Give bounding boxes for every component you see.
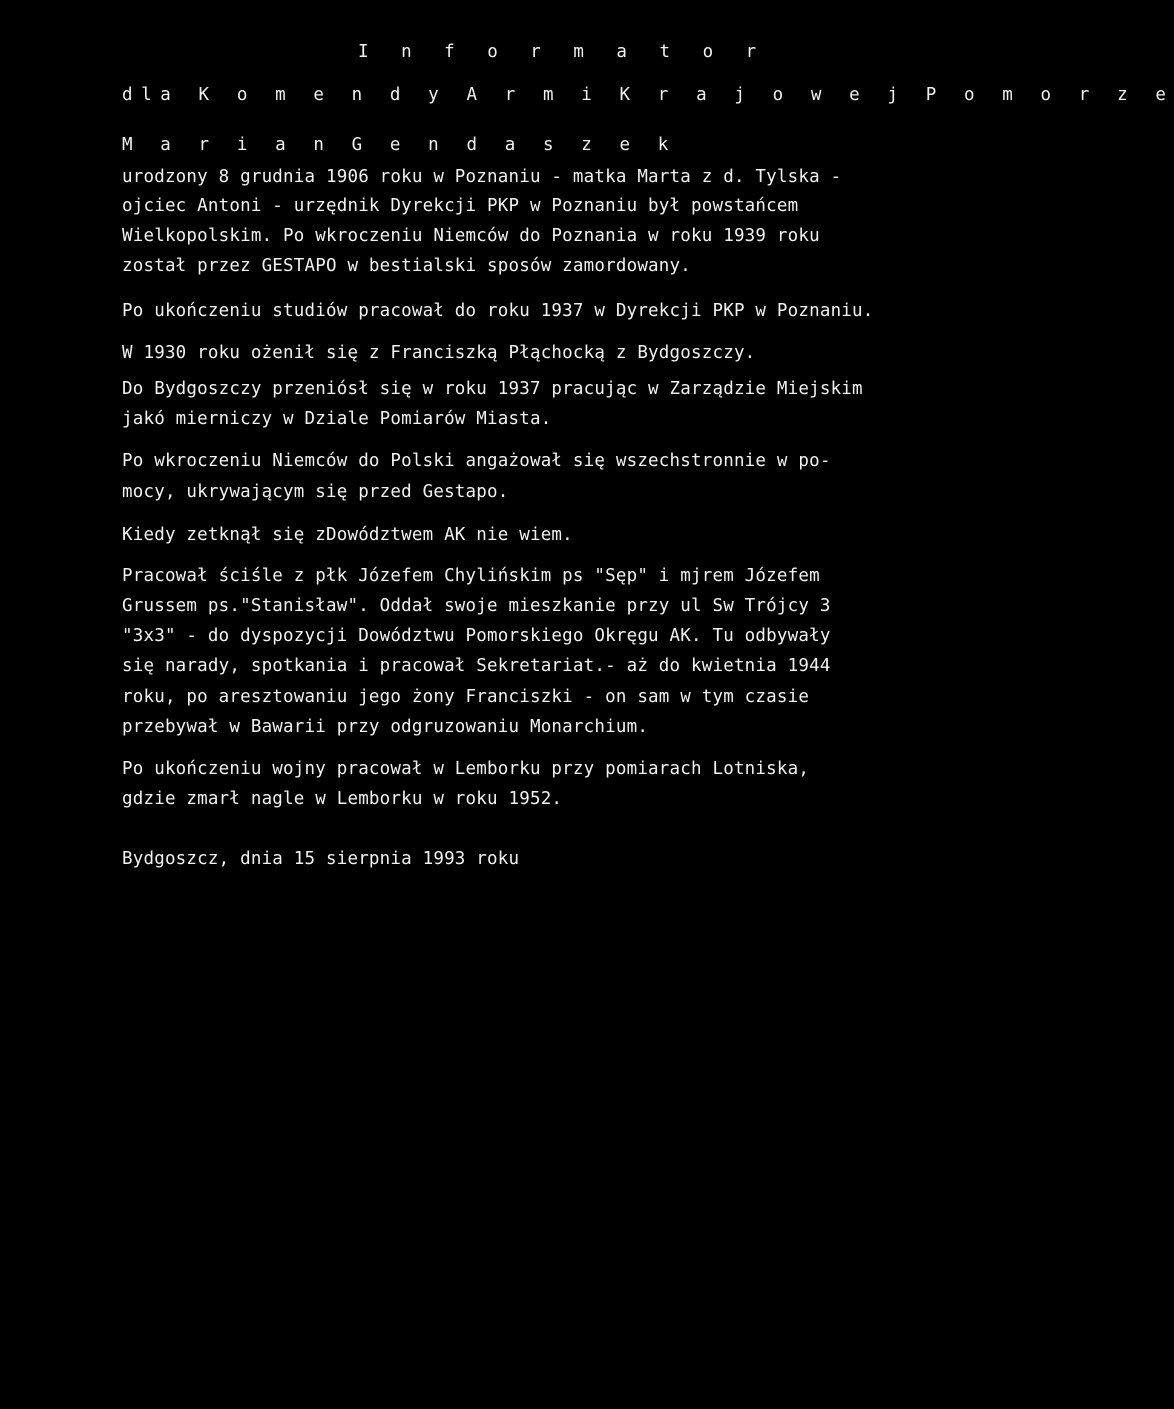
text-line: Po wkroczeniu Niemców do Polski angażował się wszechstronnie w po- xyxy=(122,451,831,471)
text-line: Wielkopolskim. Po wkroczeniu Niemców do Poznania w roku 1939 roku xyxy=(122,226,820,246)
text-line: gdzie zmarł nagle w Lemborku w roku 1952. xyxy=(122,789,563,809)
text-line: W 1930 roku ożenił się z Franciszką Płąchocką z Bydgoszczy. xyxy=(122,343,756,363)
text-line: Do Bydgoszczy przeniósł się w roku 1937 pracując w Zarządzie Miejskim xyxy=(122,379,863,399)
text-line: mocy, ukrywającym się przed Gestapo. xyxy=(122,482,509,502)
person-name: M a r i a n G e n d a s z e k xyxy=(122,135,677,155)
text-line: jakó mierniczy w Dziale Pomiarów Miasta. xyxy=(122,409,552,429)
text-line: "3x3" - do dyspozycji Dowództwu Pomorskiego Okręgu AK. Tu odbywały xyxy=(122,626,831,646)
document-subtitle: dla K o m e n d y A r m i K r a j o w e j P o m o r z e xyxy=(122,85,1174,105)
text-line: przebywał w Bawarii przy odgruzowaniu Monarchium. xyxy=(122,717,649,737)
document-title: I n f o r m a t o r xyxy=(358,42,768,62)
text-line: ojciec Antoni - urzędnik Dyrekcji PKP w Poznaniu był powstańcem xyxy=(122,196,799,216)
text-line: Grussem ps."Stanisław". Oddał swoje mieszkanie przy ul Sw Trójcy 3 xyxy=(122,596,831,616)
text-line: urodzony 8 grudnia 1906 roku w Poznaniu - matka Marta z d. Tylska - xyxy=(122,167,842,187)
text-line: Po ukończeniu wojny pracował w Lemborku przy pomiarach Lotniska, xyxy=(122,759,810,779)
text-line: się narady, spotkania i pracował Sekretariat.- aż do kwietnia 1944 xyxy=(122,656,831,676)
text-line: Pracował ściśle z płk Józefem Chylińskim ps "Sęp" i mjrem Józefem xyxy=(122,566,820,586)
text-line: Po ukończeniu studiów pracował do roku 1937 w Dyrekcji PKP w Poznaniu. xyxy=(122,301,874,321)
text-line: Kiedy zetknął się zDowództwem AK nie wiem. xyxy=(122,525,573,545)
text-line: roku, po aresztowaniu jego żony Franciszki - on sam w tym czasie xyxy=(122,687,810,707)
text-line: został przez GESTAPO w bestialski sposów zamordowany. xyxy=(122,256,692,276)
closing-line: Bydgoszcz, dnia 15 sierpnia 1993 roku xyxy=(122,849,520,869)
